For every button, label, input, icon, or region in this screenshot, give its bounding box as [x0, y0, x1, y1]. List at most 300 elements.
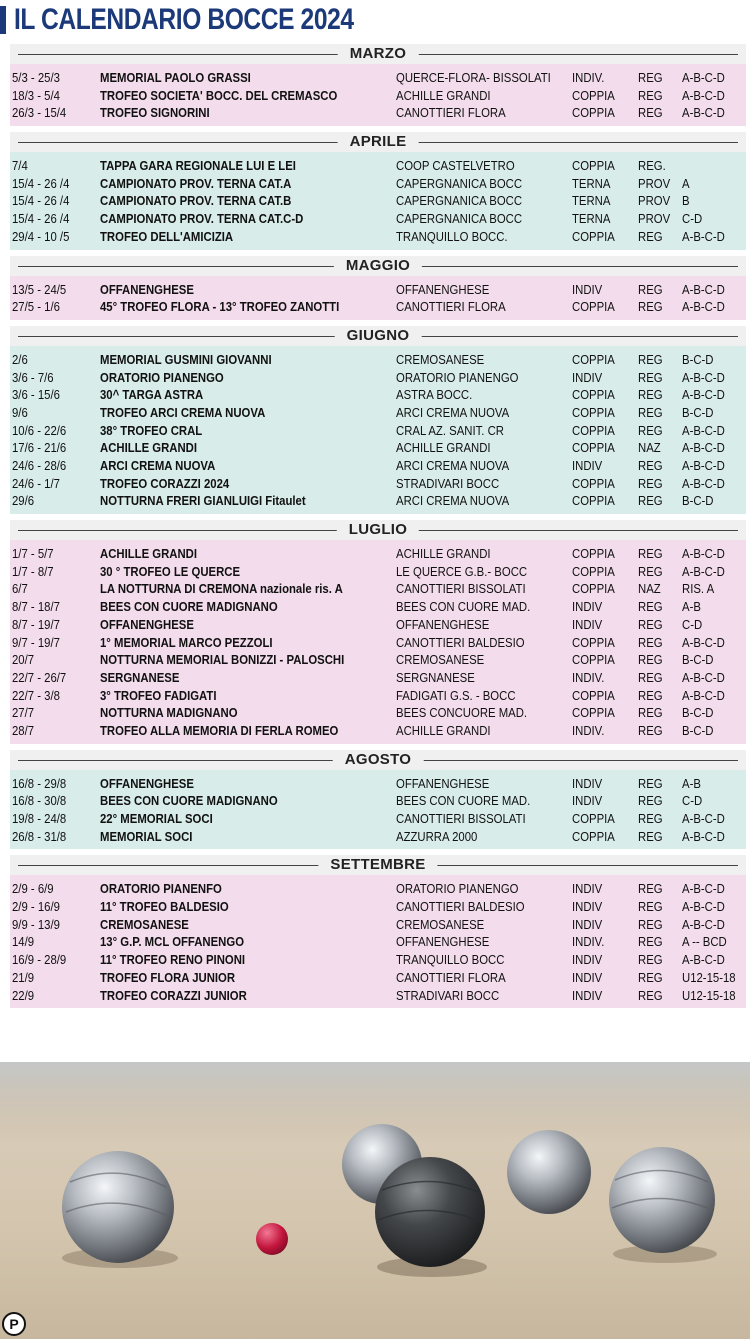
- cell-text: COPPIA: [572, 105, 615, 121]
- cell-text: TROFEO CORAZZI JUNIOR: [100, 987, 247, 1003]
- cell-text: REG: [638, 458, 663, 473]
- cell-text: 8/7 - 19/7: [12, 616, 60, 632]
- cell-club: [396, 422, 572, 440]
- month-section-maggio: [10, 256, 746, 320]
- cell-level: [638, 687, 682, 705]
- cell-text: A-B-C-D: [682, 828, 725, 844]
- cell-category: [682, 475, 746, 493]
- cell-text: CANOTTIERI BISSOLATI: [396, 581, 526, 597]
- table-row: [10, 828, 746, 846]
- cell-club: [396, 722, 572, 740]
- cell-level: [638, 916, 682, 934]
- cell-date: [12, 369, 98, 387]
- table-row: [10, 351, 746, 369]
- cell-date: [12, 933, 98, 951]
- cell-text: 15/4 - 26 /4: [12, 193, 70, 209]
- cell-text: COPPIA: [572, 387, 615, 403]
- cell-text: A-B-C-D: [682, 87, 725, 103]
- cell-text: INDIV: [572, 369, 603, 385]
- cell-club: [396, 104, 572, 122]
- cell-text: A-B-C-D: [682, 440, 725, 456]
- cell-category: [682, 228, 746, 246]
- cell-type: [572, 651, 638, 669]
- cell-date: [12, 987, 98, 1005]
- cell-club: [396, 775, 572, 793]
- cell-text: A-B-C-D: [682, 634, 725, 650]
- cell-text: A-B-C-D: [682, 546, 725, 562]
- cell-type: [572, 898, 638, 916]
- cell-text: COPPIA: [572, 351, 615, 367]
- cell-text: TERNA: [572, 175, 611, 191]
- cell-text: 29/4 - 10 /5: [12, 228, 70, 244]
- cell-text: A-B-C-D: [682, 475, 725, 491]
- cell-text: REG: [638, 687, 663, 703]
- cell-club: [396, 404, 572, 422]
- table-row: [10, 792, 746, 810]
- cell-event: [100, 598, 396, 616]
- cell-text: 3° TROFEO FADIGATI: [100, 687, 217, 703]
- cell-text: REG: [638, 969, 663, 985]
- cell-club: [396, 545, 572, 563]
- cell-category: [682, 157, 746, 175]
- cell-text: REG: [638, 811, 663, 826]
- cell-category: [682, 651, 746, 669]
- cell-category: [682, 580, 746, 598]
- cell-event: [100, 386, 396, 404]
- cell-text: A-B-C-D: [682, 105, 725, 121]
- cell-category: [682, 669, 746, 687]
- cell-text: ACHILLE GRANDI: [100, 440, 198, 456]
- cell-text: B-C-D: [682, 652, 714, 668]
- cell-club: [396, 386, 572, 404]
- table-row: [10, 228, 746, 246]
- cell-category: [682, 351, 746, 369]
- cell-text: ACHILLE GRANDI: [396, 546, 491, 562]
- cell-text: 9/6: [12, 404, 28, 420]
- cell-event: [100, 157, 396, 175]
- cell-text: 15/4 - 26 /4: [12, 211, 70, 227]
- bocce-balls-illustration: [0, 1062, 750, 1339]
- cell-event: [100, 192, 396, 210]
- cell-text: CAPERGNANICA BOCC: [396, 193, 523, 209]
- cell-level: [638, 898, 682, 916]
- cell-text: 2/9 - 16/9: [12, 899, 60, 915]
- cell-category: [682, 492, 746, 510]
- cell-category: [682, 880, 746, 898]
- table-row: [10, 722, 746, 740]
- cell-event: [100, 563, 396, 581]
- cell-text: B: [682, 193, 690, 209]
- cell-text: INDIV: [572, 899, 603, 915]
- cell-text: AZZURRA 2000: [396, 828, 478, 844]
- cell-date: [12, 828, 98, 846]
- cell-level: [638, 457, 682, 475]
- cell-category: [682, 87, 746, 105]
- cell-text: COPPIA: [572, 87, 615, 103]
- cell-text: BEES CON CUORE MADIGNANO: [100, 599, 278, 615]
- cell-text: INDIV: [572, 987, 603, 1003]
- cell-club: [396, 598, 572, 616]
- cell-text: ACHILLE GRANDI: [396, 87, 491, 103]
- month-events: [10, 875, 746, 1008]
- cell-text: 15/4 - 26 /4: [12, 175, 70, 191]
- cell-date: [12, 422, 98, 440]
- cell-event: [100, 351, 396, 369]
- cell-text: INDIV.: [572, 669, 605, 685]
- cell-text: REG.: [638, 158, 666, 174]
- cell-text: B-C-D: [682, 351, 714, 367]
- cell-text: BEES CON CUORE MAD.: [396, 793, 531, 809]
- cell-date: [12, 351, 98, 369]
- cell-type: [572, 810, 638, 828]
- cell-text: ARCI CREMA NUOVA: [396, 404, 510, 420]
- cell-text: COPPIA: [572, 493, 615, 509]
- cell-text: LA NOTTURNA DI CREMONA nazionale ris. A: [100, 581, 343, 597]
- cell-text: A-B-C-D: [682, 70, 725, 85]
- cell-text: RIS. A: [682, 581, 715, 597]
- cell-club: [396, 634, 572, 652]
- cell-text: CREMOSANESE: [396, 652, 485, 668]
- cell-text: COPPIA: [572, 158, 615, 174]
- cell-text: LE QUERCE G.B.- BOCC: [396, 563, 528, 579]
- cell-text: ORATORIO PIANENFO: [100, 881, 222, 897]
- cell-date: [12, 192, 98, 210]
- cell-text: CAMPIONATO PROV. TERNA CAT.B: [100, 193, 292, 209]
- cell-text: INDIV: [572, 281, 603, 297]
- cell-level: [638, 704, 682, 722]
- table-row: [10, 404, 746, 422]
- cell-category: [682, 404, 746, 422]
- table-row: [10, 545, 746, 563]
- cell-club: [396, 210, 572, 228]
- cell-text: B-C-D: [682, 493, 714, 509]
- cell-type: [572, 298, 638, 316]
- table-row: [10, 775, 746, 793]
- cell-level: [638, 880, 682, 898]
- cell-category: [682, 104, 746, 122]
- cell-text: OFFANENGHESE: [396, 775, 490, 791]
- cell-text: PROV: [638, 175, 671, 191]
- cell-text: TROFEO FLORA JUNIOR: [100, 969, 236, 985]
- cell-club: [396, 810, 572, 828]
- cell-event: [100, 281, 396, 299]
- cell-level: [638, 192, 682, 210]
- cell-text: INDIV: [572, 793, 603, 809]
- cell-club: [396, 351, 572, 369]
- cell-text: REG: [638, 281, 663, 297]
- cell-type: [572, 580, 638, 598]
- cell-level: [638, 69, 682, 87]
- cell-text: BEES CON CUORE MAD.: [396, 599, 531, 615]
- cell-club: [396, 228, 572, 246]
- cell-text: ORATORIO PIANENGO: [396, 881, 519, 897]
- cell-text: COPPIA: [572, 299, 615, 315]
- month-name: MAGGIO: [334, 257, 422, 274]
- cell-event: [100, 687, 396, 705]
- cell-text: A-B-C-D: [682, 228, 725, 244]
- calendar-table: [10, 44, 746, 1014]
- cell-club: [396, 87, 572, 105]
- cell-text: A-B-C-D: [682, 281, 725, 297]
- month-header: [10, 520, 746, 540]
- cell-type: [572, 828, 638, 846]
- cell-text: TROFEO SOCIETA' BOCC. DEL CREMASCO: [100, 87, 338, 103]
- month-header: [10, 132, 746, 152]
- month-events: [10, 276, 746, 320]
- cell-level: [638, 775, 682, 793]
- cell-type: [572, 987, 638, 1005]
- month-name: MARZO: [338, 45, 419, 62]
- table-row: [10, 439, 746, 457]
- bocce-ball-silver: [507, 1130, 591, 1214]
- cell-text: ORATORIO PIANENGO: [396, 369, 519, 385]
- cell-text: U12-15-18: [682, 987, 736, 1003]
- cell-category: [682, 969, 746, 987]
- cell-category: [682, 298, 746, 316]
- cell-date: [12, 492, 98, 510]
- cell-level: [638, 669, 682, 687]
- cell-text: REG: [638, 793, 663, 809]
- cell-type: [572, 157, 638, 175]
- cell-event: [100, 492, 396, 510]
- cell-text: COPPIA: [572, 475, 615, 491]
- cell-text: 10/6 - 22/6: [12, 422, 67, 438]
- cell-text: ACHILLE GRANDI: [100, 546, 198, 562]
- cell-text: OFFANENGHESE: [100, 775, 194, 791]
- cell-club: [396, 704, 572, 722]
- cell-level: [638, 298, 682, 316]
- cell-type: [572, 722, 638, 740]
- cell-text: 2/9 - 6/9: [12, 881, 54, 897]
- cell-text: REG: [638, 952, 663, 968]
- cell-text: 11° TROFEO BALDESIO: [100, 899, 229, 915]
- cell-text: REG: [638, 228, 663, 244]
- cell-level: [638, 792, 682, 810]
- cell-type: [572, 880, 638, 898]
- month-events: [10, 152, 746, 249]
- cell-text: INDIV.: [572, 934, 605, 950]
- cell-club: [396, 175, 572, 193]
- cell-text: ARCI CREMA NUOVA: [100, 458, 216, 473]
- table-row: [10, 157, 746, 175]
- cell-category: [682, 545, 746, 563]
- month-section-giugno: [10, 326, 746, 514]
- cell-text: CANOTTIERI FLORA: [396, 299, 506, 315]
- page-title: IL CALENDARIO BOCCE 2024: [14, 3, 354, 36]
- cell-level: [638, 563, 682, 581]
- cell-club: [396, 563, 572, 581]
- cell-text: COOP CASTELVETRO: [396, 158, 515, 174]
- cell-club: [396, 987, 572, 1005]
- month-name: AGOSTO: [333, 751, 424, 768]
- cell-text: REG: [638, 351, 663, 367]
- cell-text: OFFANENGHESE: [396, 281, 490, 297]
- cell-text: TROFEO DELL'AMICIZIA: [100, 228, 234, 244]
- table-row: [10, 210, 746, 228]
- month-events: [10, 770, 746, 850]
- cell-text: STRADIVARI BOCC: [396, 987, 500, 1003]
- cell-level: [638, 157, 682, 175]
- cell-text: INDIV: [572, 969, 603, 985]
- cell-club: [396, 616, 572, 634]
- cell-level: [638, 104, 682, 122]
- cell-text: A-B-C-D: [682, 387, 725, 403]
- cell-event: [100, 775, 396, 793]
- cell-event: [100, 69, 396, 87]
- cell-text: CAMPIONATO PROV. TERNA CAT.A: [100, 175, 292, 191]
- cell-date: [12, 810, 98, 828]
- cell-date: [12, 157, 98, 175]
- table-row: [10, 580, 746, 598]
- cell-event: [100, 422, 396, 440]
- cell-text: 16/8 - 29/8: [12, 775, 67, 791]
- cell-event: [100, 722, 396, 740]
- cell-text: TRANQUILLO BOCC: [396, 952, 505, 968]
- cell-event: [100, 228, 396, 246]
- cell-text: STRADIVARI BOCC: [396, 475, 500, 491]
- cell-text: REG: [638, 934, 663, 950]
- cell-category: [682, 722, 746, 740]
- cell-type: [572, 69, 638, 87]
- cell-event: [100, 951, 396, 969]
- cell-text: REG: [638, 599, 663, 615]
- cell-text: NOTTURNA MEMORIAL BONIZZI - PALOSCHI: [100, 652, 345, 668]
- cell-text: 1° MEMORIAL MARCO PEZZOLI: [100, 634, 273, 650]
- cell-text: 24/6 - 1/7: [12, 475, 60, 491]
- cell-level: [638, 545, 682, 563]
- cell-text: REG: [638, 916, 663, 932]
- month-name: LUGLIO: [337, 521, 419, 538]
- cell-text: TAPPA GARA REGIONALE LUI E LEI: [100, 158, 296, 174]
- cell-category: [682, 369, 746, 387]
- cell-text: CRAL AZ. SANIT. CR: [396, 422, 504, 438]
- cell-text: INDIV: [572, 916, 603, 932]
- cell-text: 13/5 - 24/5: [12, 281, 67, 297]
- cell-text: 17/6 - 21/6: [12, 440, 67, 456]
- cell-text: CAPERGNANICA BOCC: [396, 211, 523, 227]
- cell-type: [572, 475, 638, 493]
- cell-text: 13° G.P. MCL OFFANENGO: [100, 934, 245, 950]
- cell-text: A-B: [682, 599, 701, 615]
- cell-level: [638, 369, 682, 387]
- cell-text: MEMORIAL PAOLO GRASSI: [100, 70, 251, 85]
- cell-text: CANOTTIERI BALDESIO: [396, 899, 525, 915]
- cell-club: [396, 69, 572, 87]
- cell-text: COPPIA: [572, 422, 615, 438]
- cell-type: [572, 792, 638, 810]
- cell-type: [572, 669, 638, 687]
- cell-text: 26/8 - 31/8: [12, 828, 67, 844]
- cell-text: NOTTURNA FRERI GIANLUIGI Fitaulet: [100, 493, 306, 509]
- month-header: [10, 326, 746, 346]
- cell-text: COPPIA: [572, 563, 615, 579]
- cell-text: NAZ: [638, 581, 661, 597]
- cell-text: COPPIA: [572, 652, 615, 668]
- cell-text: ASTRA BOCC.: [396, 387, 473, 403]
- cell-text: 3/6 - 15/6: [12, 387, 60, 403]
- table-row: [10, 492, 746, 510]
- cell-type: [572, 916, 638, 934]
- cell-text: NAZ: [638, 440, 661, 456]
- cell-event: [100, 104, 396, 122]
- cell-text: COPPIA: [572, 828, 615, 844]
- cell-text: TROFEO SIGNORINI: [100, 105, 210, 121]
- cell-text: 21/9: [12, 969, 35, 985]
- cell-text: MEMORIAL GUSMINI GIOVANNI: [100, 351, 272, 367]
- cell-event: [100, 898, 396, 916]
- cell-level: [638, 439, 682, 457]
- cell-club: [396, 898, 572, 916]
- bocce-ball-dark: [375, 1157, 485, 1267]
- cell-category: [682, 704, 746, 722]
- cell-date: [12, 545, 98, 563]
- cell-text: REG: [638, 652, 663, 668]
- table-row: [10, 880, 746, 898]
- cell-text: A-B-C-D: [682, 952, 725, 968]
- cell-category: [682, 598, 746, 616]
- cell-text: REG: [638, 493, 663, 509]
- cell-level: [638, 228, 682, 246]
- cell-club: [396, 651, 572, 669]
- table-row: [10, 810, 746, 828]
- cell-text: 11° TROFEO RENO PINONI: [100, 952, 246, 968]
- cell-text: INDIV: [572, 775, 603, 791]
- cell-text: COPPIA: [572, 404, 615, 420]
- cell-category: [682, 810, 746, 828]
- month-header: [10, 855, 746, 875]
- cell-text: REG: [638, 987, 663, 1003]
- cell-date: [12, 898, 98, 916]
- cell-text: REG: [638, 705, 663, 721]
- cell-text: COPPIA: [572, 634, 615, 650]
- cell-text: 6/7: [12, 581, 28, 597]
- table-row: [10, 987, 746, 1005]
- cell-text: 1/7 - 5/7: [12, 546, 54, 562]
- table-row: [10, 704, 746, 722]
- cell-level: [638, 351, 682, 369]
- cell-text: 45° TROFEO FLORA - 13° TROFEO ZANOTTI: [100, 299, 340, 315]
- cell-text: COPPIA: [572, 705, 615, 721]
- cell-event: [100, 651, 396, 669]
- cell-text: A-B-C-D: [682, 881, 725, 897]
- cell-text: INDIV: [572, 616, 603, 632]
- table-row: [10, 175, 746, 193]
- cell-text: 9/7 - 19/7: [12, 634, 60, 650]
- cell-level: [638, 987, 682, 1005]
- cell-type: [572, 598, 638, 616]
- cell-text: 3/6 - 7/6: [12, 369, 54, 385]
- cell-text: COPPIA: [572, 546, 615, 562]
- cell-text: REG: [638, 422, 663, 438]
- month-events: [10, 540, 746, 744]
- cell-club: [396, 192, 572, 210]
- cell-text: INDIV: [572, 952, 603, 968]
- cell-text: 24/6 - 28/6: [12, 458, 67, 473]
- month-header: [10, 256, 746, 276]
- cell-text: 28/7: [12, 722, 35, 738]
- cell-type: [572, 87, 638, 105]
- cell-text: BEES CONCUORE MAD.: [396, 705, 528, 721]
- cell-level: [638, 933, 682, 951]
- cell-level: [638, 281, 682, 299]
- cell-category: [682, 210, 746, 228]
- cell-event: [100, 933, 396, 951]
- cell-text: REG: [638, 881, 663, 897]
- cell-text: 26/3 - 15/4: [12, 105, 67, 121]
- cell-text: REG: [638, 828, 663, 844]
- table-row: [10, 616, 746, 634]
- cell-type: [572, 369, 638, 387]
